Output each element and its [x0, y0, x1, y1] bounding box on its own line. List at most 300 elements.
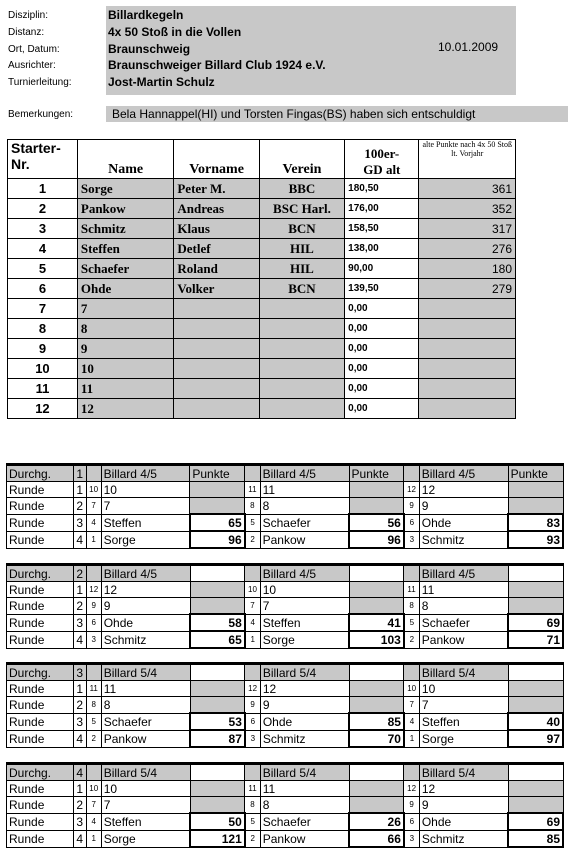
player-punkte — [508, 482, 563, 498]
player-punkte — [190, 482, 245, 498]
player-start-nr: 1 — [245, 631, 260, 648]
durchgang-nr: 3 — [73, 664, 86, 681]
player-name: Schaefer — [101, 713, 190, 730]
starter-row — [8, 279, 516, 299]
round-row — [7, 498, 564, 515]
punkte-label — [349, 664, 404, 681]
player-punkte: 56 — [349, 514, 404, 531]
durchgang-label: Durchg. — [7, 565, 74, 582]
player-punkte — [508, 598, 563, 615]
starter-punkte: 279 — [419, 279, 516, 299]
label-bemerkungen: Bemerkungen: — [8, 109, 74, 120]
starter-vorname: Volker — [174, 279, 259, 299]
player-punkte: 85 — [508, 830, 563, 847]
billard-table-label: Billard 5/4 — [260, 764, 349, 781]
billard-table-label: Billard 4/5 — [260, 465, 349, 482]
starter-vorname — [174, 319, 259, 339]
player-name: Steffen — [101, 514, 190, 531]
starter-verein: BCN — [259, 279, 344, 299]
player-punkte — [190, 498, 245, 515]
starter-name: 7 — [77, 299, 173, 319]
runde-nr: 3 — [73, 514, 86, 531]
col-name: Name — [77, 140, 173, 179]
player-name: 11 — [260, 482, 349, 498]
player-punkte — [508, 498, 563, 515]
player-punkte: 97 — [508, 730, 563, 747]
starter-gd: 0,00 — [345, 399, 419, 419]
player-punkte: 40 — [508, 713, 563, 730]
runde-nr: 2 — [73, 498, 86, 515]
player-start-nr: 12 — [245, 681, 260, 697]
starter-vorname — [174, 399, 259, 419]
player-punkte: 96 — [190, 531, 245, 548]
player-punkte — [349, 681, 404, 697]
starter-punkte: 361 — [419, 179, 516, 199]
billard-table-label: Billard 4/5 — [419, 565, 508, 582]
player-start-nr: 1 — [86, 830, 101, 847]
player-punkte: 65 — [190, 631, 245, 648]
durchgang-nr: 1 — [73, 465, 86, 482]
player-start-nr: 2 — [86, 730, 101, 747]
player-start-nr: 5 — [245, 813, 260, 830]
value-ausrichter: Braunschweiger Billard Club 1924 e.V. — [108, 58, 326, 72]
runde-label: Runde — [7, 614, 74, 631]
player-punkte: 53 — [190, 713, 245, 730]
runde-label: Runde — [7, 514, 74, 531]
runde-nr: 1 — [73, 482, 86, 498]
col-verein: Verein — [259, 140, 344, 179]
round-row — [7, 713, 564, 730]
player-name: 12 — [419, 482, 508, 498]
runde-label: Runde — [7, 797, 74, 814]
starter-name: Schmitz — [77, 219, 173, 239]
starter-gd: 158,50 — [345, 219, 419, 239]
player-name: Sorge — [419, 730, 508, 747]
starter-verein — [259, 299, 344, 319]
round-row — [7, 813, 564, 830]
player-name: Pankow — [260, 531, 349, 548]
value-bemerkungen: Bela Hannappel(HI) und Torsten Fingas(BS) haben sich entschuldigt — [112, 107, 476, 121]
runde-label: Runde — [7, 482, 74, 498]
player-punkte — [190, 697, 245, 714]
player-name: 12 — [101, 582, 190, 598]
player-punkte: 41 — [349, 614, 404, 631]
player-start-nr: 7 — [86, 797, 101, 814]
player-start-nr: 8 — [86, 697, 101, 714]
player-punkte: 103 — [349, 631, 404, 648]
player-start-nr: 12 — [86, 582, 101, 598]
header-spacer — [404, 664, 419, 681]
player-punkte — [508, 681, 563, 697]
player-name: Schaefer — [419, 614, 508, 631]
starter-row — [8, 199, 516, 219]
runde-nr: 3 — [73, 713, 86, 730]
player-name: Pankow — [101, 730, 190, 747]
starter-name: 8 — [77, 319, 173, 339]
player-name: 9 — [260, 697, 349, 714]
starter-nr: 10 — [8, 359, 78, 379]
runde-nr: 1 — [73, 681, 86, 697]
starter-vorname: Roland — [174, 259, 259, 279]
player-name: 9 — [419, 797, 508, 814]
round-row — [7, 614, 564, 631]
player-punkte: 26 — [349, 813, 404, 830]
player-name: Schmitz — [260, 730, 349, 747]
player-name: Schaefer — [260, 813, 349, 830]
starter-row — [8, 259, 516, 279]
runde-nr: 4 — [73, 631, 86, 648]
starter-vorname: Andreas — [174, 199, 259, 219]
player-name: Pankow — [419, 631, 508, 648]
starter-verein: BCN — [259, 219, 344, 239]
player-punkte: 66 — [349, 830, 404, 847]
player-start-nr: 11 — [404, 582, 419, 598]
tournament-header — [0, 0, 572, 130]
value-ort: Braunschweig — [108, 42, 191, 56]
runde-nr: 2 — [73, 697, 86, 714]
round-row — [7, 830, 564, 847]
runde-label: Runde — [7, 713, 74, 730]
player-start-nr: 9 — [245, 697, 260, 714]
runde-label: Runde — [7, 598, 74, 615]
player-name: Ohde — [101, 614, 190, 631]
player-punkte — [349, 797, 404, 814]
player-start-nr: 3 — [404, 830, 419, 847]
round-table-2 — [6, 563, 564, 649]
player-start-nr: 5 — [245, 514, 260, 531]
col-vorname: Vorname — [174, 140, 259, 179]
label-disziplin: Disziplin: — [8, 10, 49, 21]
punkte-label — [190, 565, 245, 582]
player-punkte — [190, 681, 245, 697]
player-name: Sorge — [101, 531, 190, 548]
player-name: 7 — [101, 498, 190, 515]
player-punkte — [190, 598, 245, 615]
runde-label: Runde — [7, 813, 74, 830]
player-start-nr: 8 — [245, 797, 260, 814]
starter-nr: 6 — [8, 279, 78, 299]
player-name: 8 — [260, 498, 349, 515]
header-spacer — [245, 764, 260, 781]
header-spacer — [245, 565, 260, 582]
player-punkte — [190, 582, 245, 598]
round-table-3 — [6, 662, 564, 748]
round-header-row — [7, 664, 564, 681]
runde-nr: 2 — [73, 598, 86, 615]
player-punkte — [508, 781, 563, 797]
starter-gd: 0,00 — [345, 359, 419, 379]
header-spacer — [245, 664, 260, 681]
player-name: 7 — [260, 598, 349, 615]
player-name: 11 — [419, 582, 508, 598]
player-punkte — [190, 781, 245, 797]
player-punkte: 69 — [508, 614, 563, 631]
starter-nr: 2 — [8, 199, 78, 219]
round-row — [7, 582, 564, 598]
player-punkte — [508, 697, 563, 714]
starter-vorname: Klaus — [174, 219, 259, 239]
billard-table-label: Billard 5/4 — [101, 764, 190, 781]
starter-punkte — [419, 379, 516, 399]
billard-table-label: Billard 5/4 — [101, 664, 190, 681]
starter-verein: BBC — [259, 179, 344, 199]
player-punkte: 69 — [508, 813, 563, 830]
starter-name: 12 — [77, 399, 173, 419]
player-start-nr: 6 — [404, 514, 419, 531]
player-start-nr: 1 — [86, 531, 101, 548]
player-punkte: 58 — [190, 614, 245, 631]
starter-nr: 7 — [8, 299, 78, 319]
player-start-nr: 7 — [404, 697, 419, 714]
round-row — [7, 681, 564, 697]
player-name: Steffen — [419, 713, 508, 730]
starter-nr: 4 — [8, 239, 78, 259]
player-start-nr: 9 — [404, 498, 419, 515]
starter-gd: 0,00 — [345, 339, 419, 359]
player-start-nr: 4 — [86, 514, 101, 531]
starter-nr: 12 — [8, 399, 78, 419]
player-name: 12 — [260, 681, 349, 697]
player-start-nr: 9 — [86, 598, 101, 615]
durchgang-label: Durchg. — [7, 664, 74, 681]
starter-gd: 138,00 — [345, 239, 419, 259]
round-row — [7, 531, 564, 548]
player-start-nr: 7 — [245, 598, 260, 615]
starter-row — [8, 339, 516, 359]
billard-table-label: Billard 4/5 — [101, 565, 190, 582]
player-start-nr: 1 — [404, 730, 419, 747]
round-row — [7, 730, 564, 747]
billard-table-label: Billard 5/4 — [260, 664, 349, 681]
player-punkte — [508, 582, 563, 598]
player-start-nr: 4 — [404, 713, 419, 730]
header-spacer — [86, 664, 101, 681]
starter-punkte — [419, 359, 516, 379]
starter-row — [8, 299, 516, 319]
starter-punkte — [419, 319, 516, 339]
punkte-label: Punkte — [349, 465, 404, 482]
player-name: Ohde — [260, 713, 349, 730]
player-name: Sorge — [260, 631, 349, 648]
punkte-label: Punkte — [508, 465, 563, 482]
starter-verein: HIL — [259, 239, 344, 259]
player-name: 8 — [419, 598, 508, 615]
billard-table-label: Billard 5/4 — [419, 664, 508, 681]
player-name: Steffen — [101, 813, 190, 830]
runde-label: Runde — [7, 498, 74, 515]
runde-nr: 3 — [73, 813, 86, 830]
player-start-nr: 3 — [404, 531, 419, 548]
punkte-label — [190, 664, 245, 681]
starter-gd: 139,50 — [345, 279, 419, 299]
starter-row — [8, 399, 516, 419]
runde-nr: 2 — [73, 797, 86, 814]
starter-row — [8, 379, 516, 399]
starter-vorname — [174, 339, 259, 359]
player-name: Pankow — [260, 830, 349, 847]
runde-label: Runde — [7, 781, 74, 797]
player-start-nr: 4 — [245, 614, 260, 631]
player-punkte — [349, 498, 404, 515]
billard-table-label: Billard 5/4 — [419, 764, 508, 781]
player-start-nr: 5 — [86, 713, 101, 730]
player-start-nr: 3 — [245, 730, 260, 747]
starter-table — [7, 139, 516, 419]
starter-vorname: Peter M. — [174, 179, 259, 199]
punkte-label — [508, 664, 563, 681]
durchgang-nr: 2 — [73, 565, 86, 582]
player-start-nr: 12 — [404, 781, 419, 797]
round-row — [7, 697, 564, 714]
durchgang-label: Durchg. — [7, 465, 74, 482]
starter-punkte — [419, 299, 516, 319]
value-turnierleitung: Jost-Martin Schulz — [108, 75, 215, 89]
player-punkte — [190, 797, 245, 814]
round-row — [7, 797, 564, 814]
player-start-nr: 5 — [404, 614, 419, 631]
runde-nr: 3 — [73, 614, 86, 631]
player-name: Sorge — [101, 830, 190, 847]
durchgang-label: Durchg. — [7, 764, 74, 781]
billard-table-label: Billard 4/5 — [260, 565, 349, 582]
runde-label: Runde — [7, 730, 74, 747]
player-start-nr: 6 — [86, 614, 101, 631]
runde-nr: 4 — [73, 531, 86, 548]
runde-nr: 1 — [73, 781, 86, 797]
player-name: 10 — [101, 482, 190, 498]
player-name: Steffen — [260, 614, 349, 631]
player-punkte: 121 — [190, 830, 245, 847]
player-punkte: 85 — [349, 713, 404, 730]
starter-verein: BSC Harl. — [259, 199, 344, 219]
player-start-nr: 9 — [404, 797, 419, 814]
header-spacer — [245, 465, 260, 482]
round-row — [7, 482, 564, 498]
header-spacer — [404, 465, 419, 482]
round-table-1 — [6, 463, 564, 549]
player-name: 8 — [260, 797, 349, 814]
player-start-nr: 10 — [86, 482, 101, 498]
starter-punkte: 317 — [419, 219, 516, 239]
label-ausrichter: Ausrichter: — [8, 60, 56, 71]
starter-gd: 176,00 — [345, 199, 419, 219]
round-header-row — [7, 565, 564, 582]
value-disziplin: Billardkegeln — [108, 8, 184, 22]
player-name: 9 — [101, 598, 190, 615]
starter-gd: 0,00 — [345, 379, 419, 399]
starter-name: Pankow — [77, 199, 173, 219]
punkte-label — [508, 764, 563, 781]
round-row — [7, 514, 564, 531]
player-punkte: 96 — [349, 531, 404, 548]
header-spacer — [86, 465, 101, 482]
starter-row — [8, 179, 516, 199]
runde-label: Runde — [7, 830, 74, 847]
runde-nr: 4 — [73, 730, 86, 747]
player-punkte — [349, 781, 404, 797]
round-row — [7, 781, 564, 797]
player-start-nr: 4 — [86, 813, 101, 830]
starter-verein — [259, 379, 344, 399]
player-name: 8 — [101, 697, 190, 714]
punkte-label: Punkte — [190, 465, 245, 482]
player-punkte: 83 — [508, 514, 563, 531]
header-spacer — [404, 764, 419, 781]
starter-punkte: 180 — [419, 259, 516, 279]
player-punkte: 65 — [190, 514, 245, 531]
starter-row — [8, 239, 516, 259]
player-punkte — [349, 582, 404, 598]
player-name: Schmitz — [419, 531, 508, 548]
starter-name: Sorge — [77, 179, 173, 199]
player-punkte — [349, 697, 404, 714]
runde-label: Runde — [7, 531, 74, 548]
player-start-nr: 3 — [86, 631, 101, 648]
player-name: Schmitz — [419, 830, 508, 847]
starter-punkte — [419, 399, 516, 419]
player-start-nr: 12 — [404, 482, 419, 498]
player-start-nr: 7 — [86, 498, 101, 515]
starter-verein — [259, 339, 344, 359]
starter-nr: 9 — [8, 339, 78, 359]
starter-nr: 3 — [8, 219, 78, 239]
starter-name: 11 — [77, 379, 173, 399]
player-name: Schaefer — [260, 514, 349, 531]
starter-punkte: 276 — [419, 239, 516, 259]
starter-name: Steffen — [77, 239, 173, 259]
player-start-nr: 6 — [245, 713, 260, 730]
player-name: 12 — [419, 781, 508, 797]
player-name: 9 — [419, 498, 508, 515]
starter-gd: 0,00 — [345, 299, 419, 319]
starter-name: 10 — [77, 359, 173, 379]
round-row — [7, 631, 564, 648]
runde-label: Runde — [7, 582, 74, 598]
player-name: 7 — [101, 797, 190, 814]
round-row — [7, 598, 564, 615]
starter-nr: 5 — [8, 259, 78, 279]
player-start-nr: 10 — [404, 681, 419, 697]
starter-gd: 0,00 — [345, 319, 419, 339]
starter-header-row — [8, 140, 516, 179]
durchgang-nr: 4 — [73, 764, 86, 781]
runde-nr: 4 — [73, 830, 86, 847]
starter-verein — [259, 319, 344, 339]
player-punkte — [349, 482, 404, 498]
player-name: 10 — [260, 582, 349, 598]
label-distanz: Distanz: — [8, 27, 45, 38]
starter-name: Schaefer — [77, 259, 173, 279]
punkte-label — [349, 764, 404, 781]
player-punkte — [508, 797, 563, 814]
punkte-label — [508, 565, 563, 582]
starter-nr: 1 — [8, 179, 78, 199]
label-ort-datum: Ort, Datum: — [8, 44, 60, 55]
starter-name: Ohde — [77, 279, 173, 299]
starter-name: 9 — [77, 339, 173, 359]
player-name: 11 — [260, 781, 349, 797]
round-table-4 — [6, 762, 564, 848]
player-punkte — [349, 598, 404, 615]
player-name: Ohde — [419, 514, 508, 531]
value-datum: 10.01.2009 — [438, 40, 499, 54]
col-alte-punkte: alte Punkte nach 4x 50 Stoß lt. Vorjahr — [419, 140, 516, 179]
player-name: 7 — [419, 697, 508, 714]
starter-row — [8, 219, 516, 239]
player-name: 10 — [101, 781, 190, 797]
starter-row — [8, 359, 516, 379]
player-start-nr: 10 — [86, 781, 101, 797]
